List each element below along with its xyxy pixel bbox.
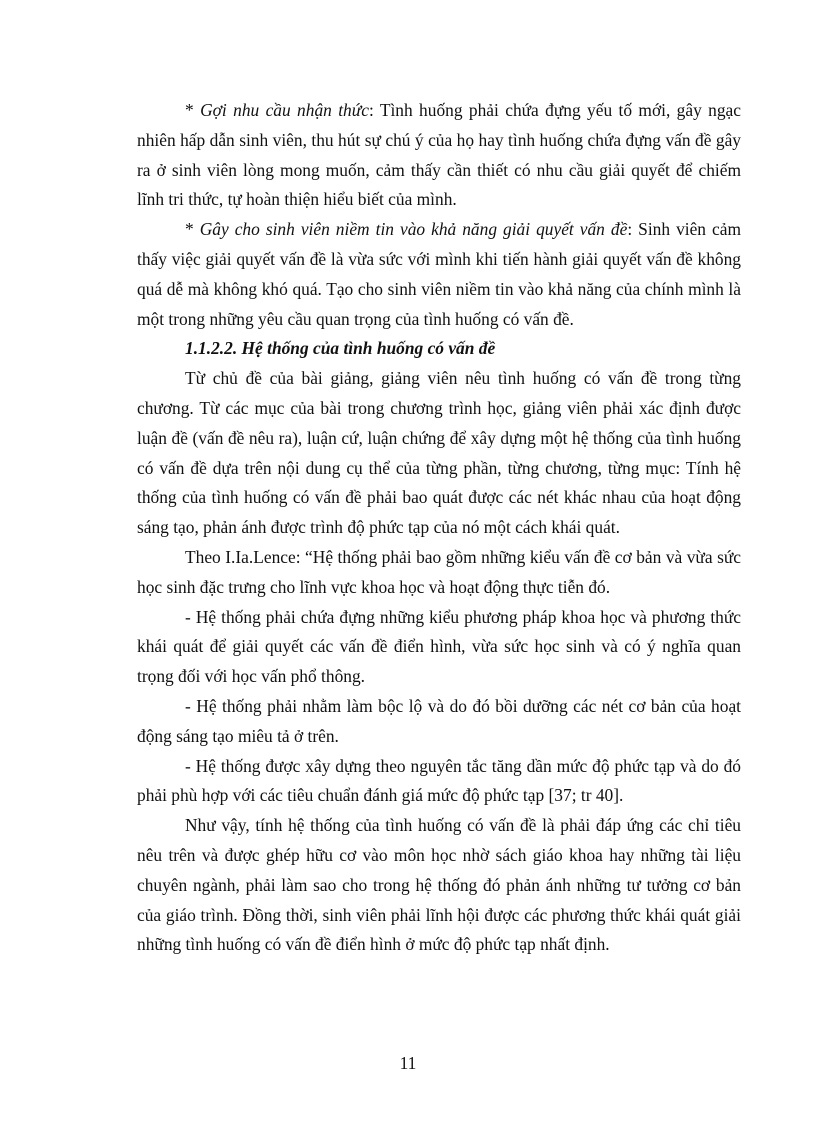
page-number: 11	[399, 1053, 417, 1073]
paragraph-quote-lence: Theo I.Ia.Lence: “Hệ thống phải bao gồm những kiểu vấn đề cơ bản và vừa sức học sinh đặc trưng cho lĩnh vực khoa học và hoạt động thực tiễn đó.	[137, 546, 741, 597]
paragraph-conclusion: Như vậy, tính hệ thống của tình huống có vấn đề là phải đáp ứng các chỉ tiêu nêu trên và được ghép hữu cơ vào môn học nhờ sách giáo khoa hay những tài liệu chuyên ngành, phải làm sao cho trong hệ thống đó phản ánh những tư tưởng cơ bản của giáo trình. Đồng thời, sinh viên phải lĩnh hội được các phương thức khái quát giải những tình huống có vấn đề điển hình ở mức độ phức tạp nhất định.	[137, 815, 741, 955]
term-label: Gợi nhu cầu nhận thức	[200, 100, 369, 120]
list-item-methods: - Hệ thống phải chứa đựng những kiểu phương pháp khoa học và phương thức khái quát để giải quyết các vấn đề điển hình, vừa sức học sinh và có ý nghĩa quan trọng đối với học vấn phổ thông.	[137, 606, 741, 687]
paragraph-text: : Tình huống phải chứa đựng yếu tố mới, gây ngạc nhiên hấp dẫn sinh viên, thu hút sự chú ý của họ hay tình huống chứa đựng vấn đề gây ra ở sinh viên lòng mong muốn, cảm thấy cần thiết có nhu cầu giải quyết để chiếm lĩnh tri thức, tự hoàn thiện hiểu biết của mình.	[137, 100, 741, 210]
document-page	[137, 96, 741, 960]
paragraph-confidence	[137, 215, 741, 334]
paragraph-system-intro: Từ chủ đề của bài giảng, giảng viên nêu tình huống có vấn đề trong từng chương. Từ các mục của bài trong chương trình học, giảng viên phải xác định được luận đề (vấn đề nêu ra), luận cứ, luận chứng để xây dựng một hệ thống của tình huống có vấn đề dựa trên nội dung cụ thể của từng phần, từng chương, từng mục: Tính hệ thống của tình huống có vấn đề phải bao quát được các nét khác nhau của hoạt động sáng tạo, phản ánh được trình độ phức tạp của nó một cách khái quát.	[137, 368, 741, 538]
bullet-marker: *	[185, 219, 200, 240]
term-label: Gây cho sinh viên niềm tin vào khả năng giải quyết vấn đề	[199, 219, 628, 240]
section-heading: 1.1.2.2. Hệ thống của tình huống có vấn đề	[185, 338, 496, 359]
list-item-creative: - Hệ thống phải nhằm làm bộc lộ và do đó bồi dưỡng các nét cơ bản của hoạt động sáng tạo miêu tả ở trên.	[137, 695, 741, 746]
paragraph-text: : Sinh viên cảm thấy việc giải quyết vấn đề là vừa sức với mình khi tiến hành giải quyết vấn đề không quá dễ mà không khó quá. Tạo cho sinh viên niềm tin vào khả năng của chính mình là một trong những yêu cầu quan trọng của tình huống có vấn đề.	[137, 219, 741, 329]
bullet-marker: *	[185, 100, 201, 120]
list-item-complexity: - Hệ thống được xây dựng theo nguyên tắc tăng dần mức độ phức tạp và do đó phải phù hợp với các tiêu chuẩn đánh giá mức độ phức tạp [37; tr 40].	[137, 755, 741, 806]
paragraph-cognitive-need	[137, 96, 741, 215]
